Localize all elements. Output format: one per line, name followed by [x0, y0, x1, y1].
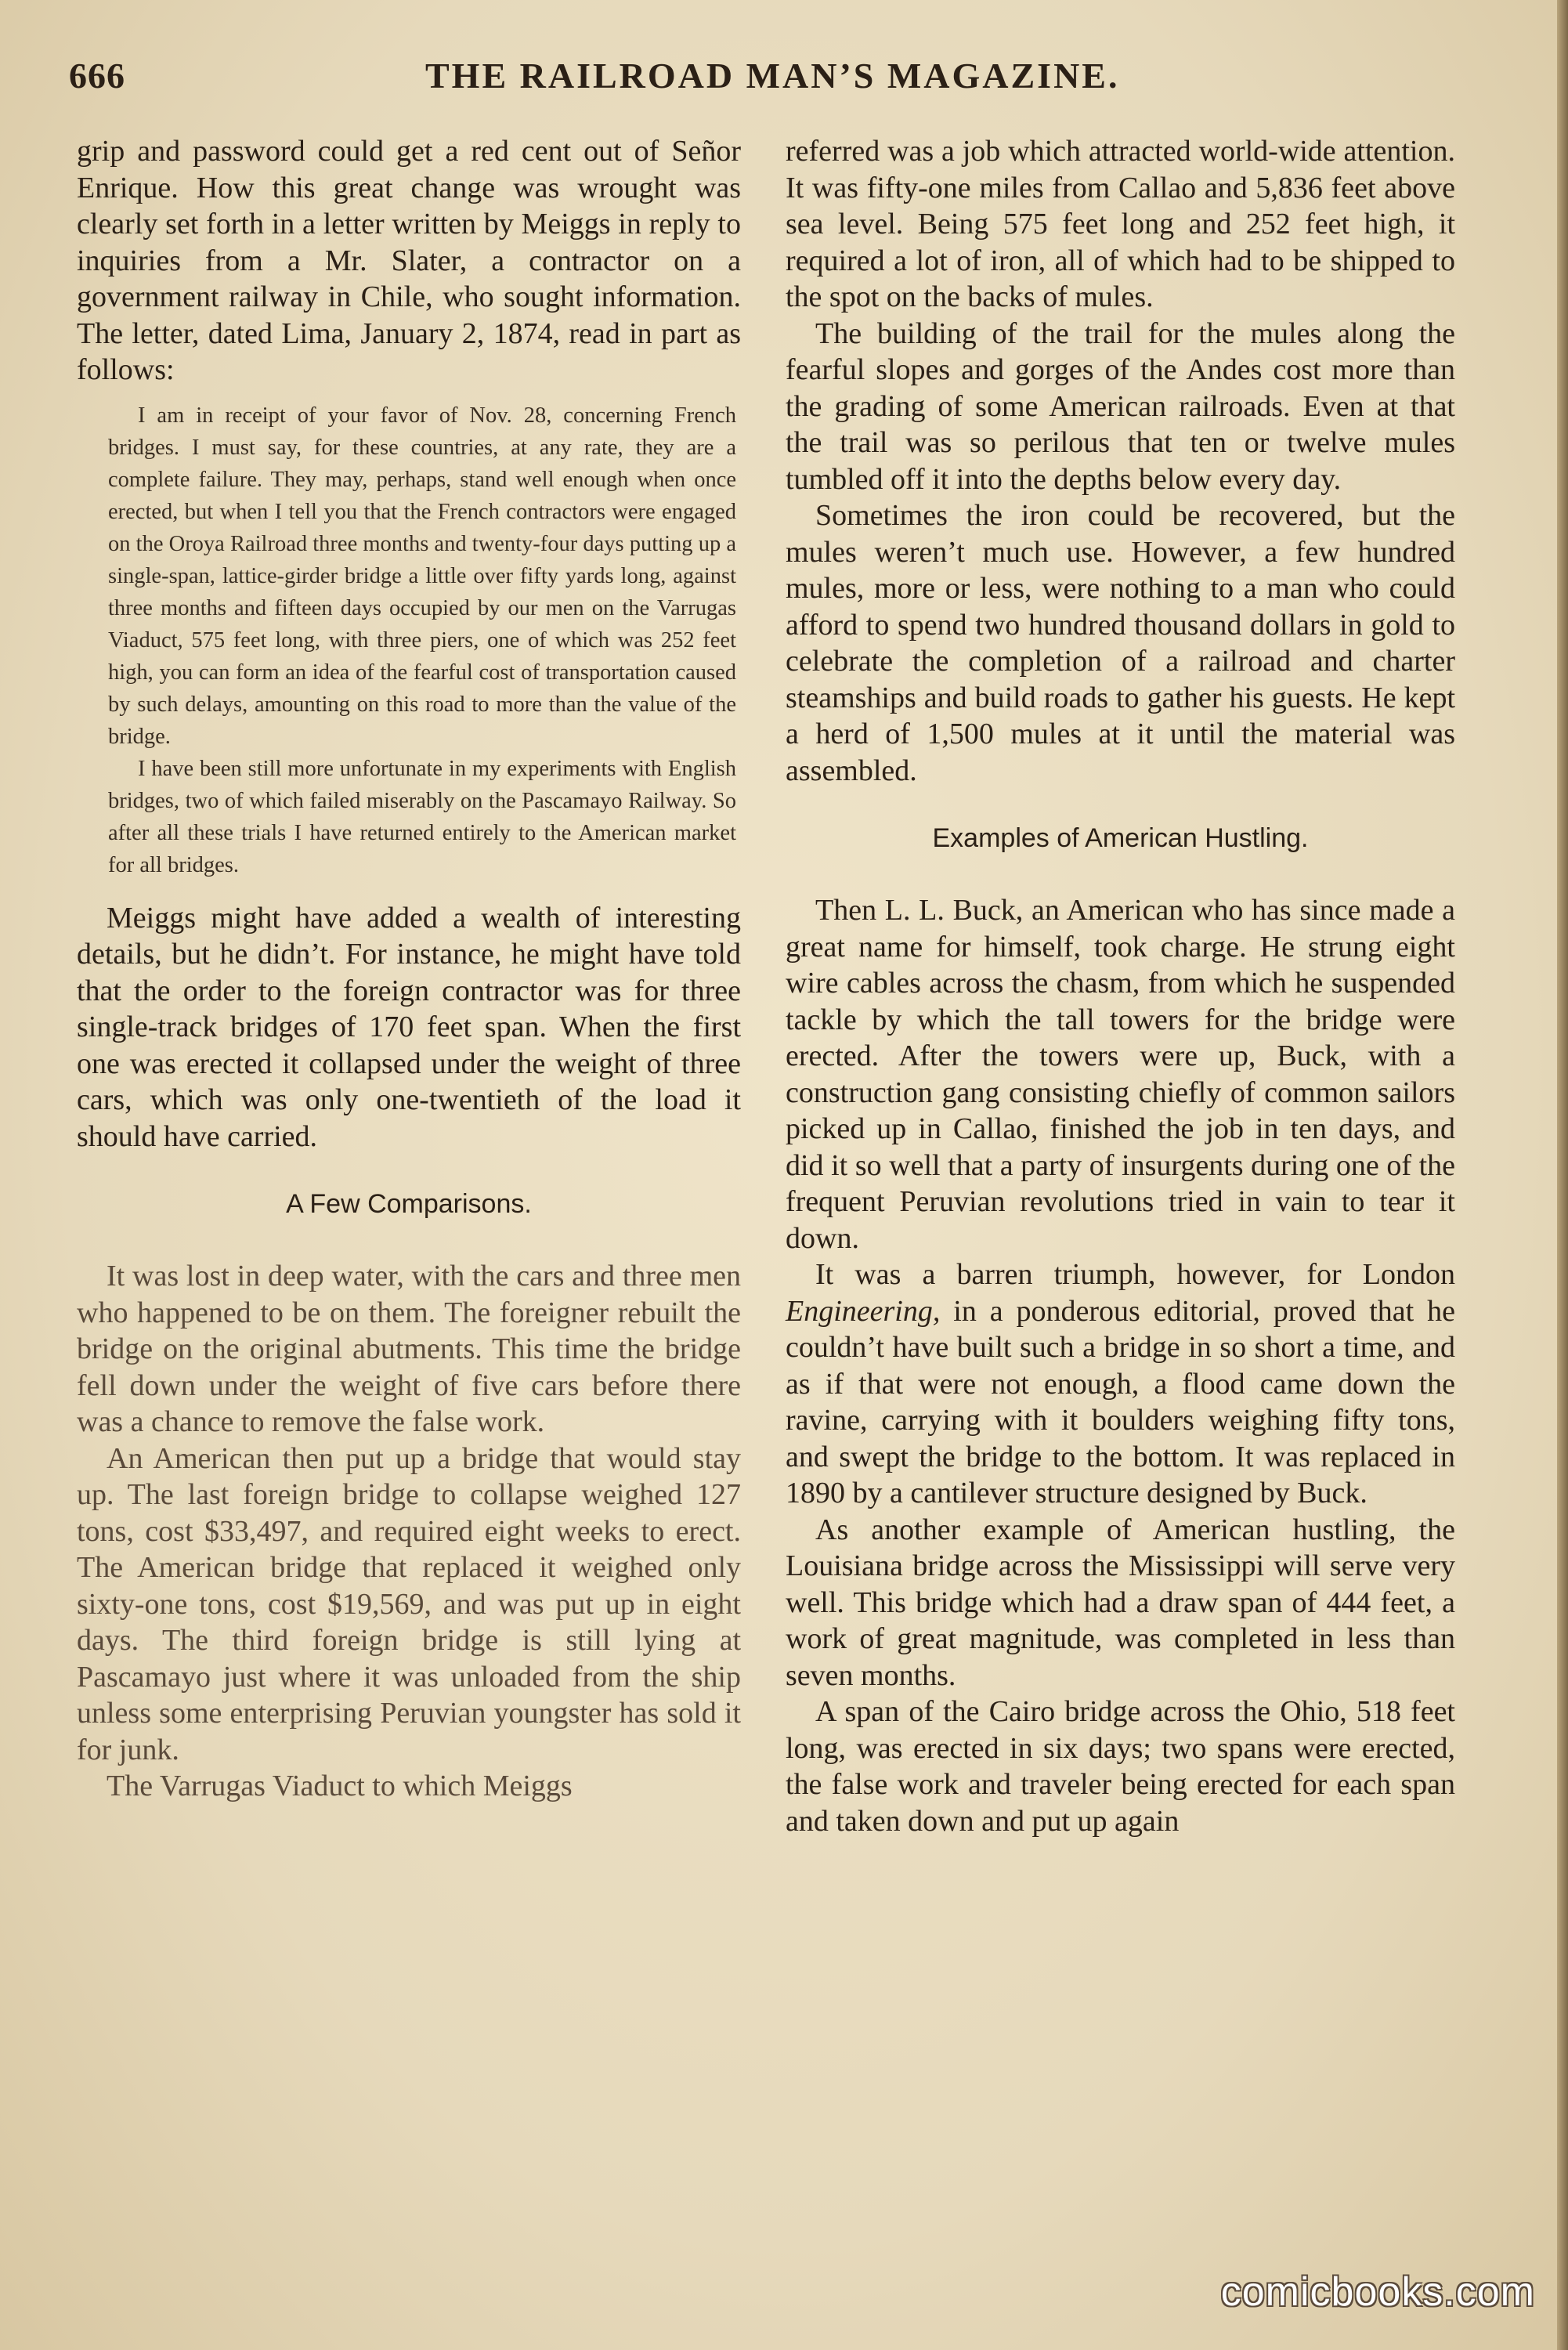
paragraph: As another example of American hustling, the Louisiana bridge across the Mississippi will serve very well. This bridge which had a draw span of 444 feet, a work of great magnitude, was completed in less than seven months. [786, 1513, 1455, 1692]
paragraph [786, 1256, 1455, 1512]
paragraph: A span of the Cairo bridge across the Ohio, 518 feet long, was erected in six days; two spans were erected, the false work and traveler being erected for each span and taken down and put up again [786, 1695, 1455, 1838]
section-heading: A Few Comparisons. [286, 1189, 532, 1219]
running-title: THE RAILROAD MAN’S MAGAZINE. [425, 56, 1120, 96]
paragraph: The building of the trail for the mules along the fearful slopes and gorges of the Andes cost more than the grading of some American railroads. Even at that the trail was so perilous that ten or twelve mules tumbled off it into the depths below every day. [786, 316, 1455, 496]
left-column [77, 133, 741, 1805]
paragraph: Then L. L. Buck, an American who has since made a great name for himself, took charge. He strung eight wire cables across the chasm, from which he suspended tackle by which the tall towers for the bridge were erected. After the towers were up, Buck, with a construction gang consisting chiefly of common sailors picked up in Callao, finished the job in ten days, and did it so well that a party of insurgents during one of the frequent Peruvian revolutions tried in vain to tear it down. [786, 894, 1455, 1255]
block-quote: I have been still more unfortunate in my experiments with English bridges, two of which failed miserably on the Pascamayo Railway. So after all these trials I have returned entirely to the American market for all bridges. [108, 756, 736, 877]
paragraph: Sometimes the iron could be recovered, but the mules weren’t much use. However, a few hundred mules, more or less, were nothing to a man who could afford to spend two hundred thousand dollars in gold to celebrate the completion of a railroad and charter steamships and build roads to gather his guests. He kept a herd of 1,500 mules at it until the material was assembled. [786, 499, 1455, 787]
paragraph-text: in a ponderous editorial, proved that he couldn’t have built such a bridge in so short a time, and as if that were not enough, a flood came down the ravine, carrying with it boulders weighing fifty tons, and swept the bridge to the bottom. It was replaced in 1890 by a cantilever structure designed by Buck. [786, 1294, 1455, 1509]
page-header [69, 49, 1526, 103]
block-quote: I am in receipt of your favor of Nov. 28, concerning French bridges. I must say, for these countries, at any rate, they are a complete failure. They may, perhaps, stand well enough when once erected, but when I tell you that the French contractors were engaged on the Oroya Railroad three months and twenty-four days putting up a single-span, lattice-girder bridge a little over fifty yards long, against three months and fifteen days occupied by our men on the Varrugas Viaduct, 575 feet long, with three piers, one of which was 252 feet high, you can form an idea of the fearful cost of transportation caused by such delays, amounting on this road to more than the value of the bridge. [108, 403, 736, 749]
page-edge-strip [1557, 0, 1568, 2350]
page-number: 666 [69, 56, 125, 96]
paragraph: An American then put up a bridge that would stay up. The last foreign bridge to collapse weighed 127 tons, cost $33,497, and required eight weeks to erect. The American bridge that replaced it weighed only sixty-one tons, cost $19,569, and was put up in eight days. The third foreign bridge is still lying at Pascamayo just where it was unloaded from the ship unless some enterprising Peruvian youngster has sold it for junk. [77, 1441, 741, 1766]
section-heading: Examples of American Hustling. [932, 823, 1309, 853]
paragraph: The Varrugas Viaduct to which Meiggs [107, 1770, 573, 1802]
paragraph: grip and password could get a red cent out of Señor Enrique. How this great change was wrought was clearly set forth in a letter written by Meiggs in reply to inquiries from a Mr. Slater, a contractor on a government railway in Chile, who sought information. The letter, dated Lima, January 2, 1874, read in part as follows: [77, 135, 741, 386]
paragraph: It was lost in deep water, with the cars and three men who happened to be on them. The foreigner rebuilt the bridge on the original abutments. This time the bridge fell down under the weight of five cars before there was a chance to remove the false work. [77, 1260, 741, 1438]
paragraph: referred was a job which attracted world-wide attention. It was fifty-one miles from Callao and 5,836 feet above sea level. Being 575 feet long and 252 feet high, it required a lot of iron, all of which had to be shipped to the spot on the backs of mules. [786, 135, 1455, 313]
watermark: comicbooks.com [1220, 2269, 1535, 2315]
paragraph-text: It was a barren triumph, however, for London [815, 1258, 1455, 1291]
right-column [786, 133, 1455, 1839]
paragraph: Meiggs might have added a wealth of interesting details, but he didn’t. For instance, he might have told that the order to the foreign contractor was for three single-track bridges of 170 feet span. When the first one was erected it collapsed under the weight of three cars, which was only one-twentieth of the load it should have carried. [77, 901, 741, 1153]
publication-title: Engineering, [786, 1294, 941, 1328]
